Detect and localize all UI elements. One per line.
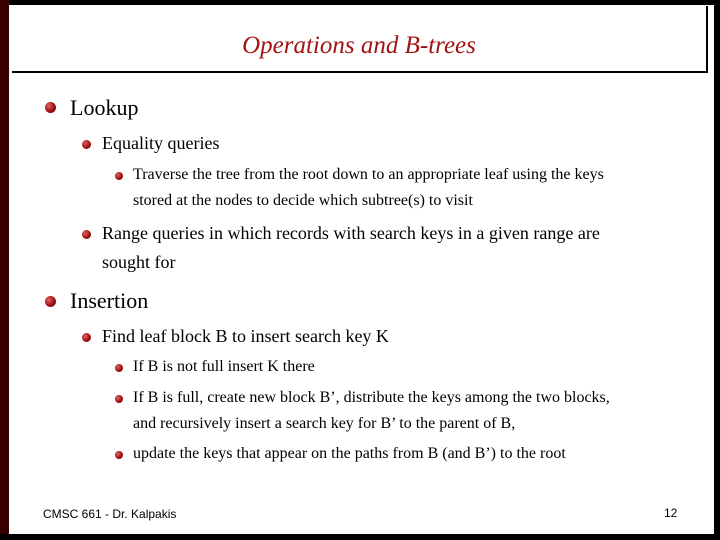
bullet-full-line2: and recursively insert a search key for B’ to the parent of B, — [133, 415, 516, 432]
bullet-level2-icon — [82, 230, 91, 239]
bullet-level1-icon — [45, 296, 56, 307]
bullet-level3-icon — [115, 395, 123, 403]
page-number: 12 — [664, 506, 678, 520]
slide-frame-top — [0, 0, 720, 5]
slide-frame-right — [714, 0, 720, 540]
bullet-level2-icon — [82, 140, 91, 149]
slide-title: Operations and B-trees — [242, 32, 476, 59]
bullet-range-queries-line1: Range queries in which records with search keys in a given range are — [102, 223, 600, 243]
slide-frame-left — [0, 0, 9, 540]
bullet-update: update the keys that appear on the paths from B (and B’) to the root — [133, 445, 566, 462]
bullet-find-leaf: Find leaf block B to insert search key K — [102, 326, 389, 346]
bullet-equality-queries: Equality queries — [102, 133, 220, 153]
title-box — [12, 6, 708, 73]
slide-footer: CMSC 661 - Dr. Kalpakis — [43, 507, 177, 521]
bullet-level2-icon — [82, 333, 91, 342]
bullet-traverse-line1: Traverse the tree from the root down to an appropriate leaf using the keys — [133, 166, 604, 183]
bullet-level3-icon — [115, 451, 123, 459]
bullet-traverse-line2: stored at the nodes to decide which subtree(s) to visit — [133, 192, 473, 209]
bullet-range-queries-line2: sought for — [102, 252, 176, 272]
bullet-insertion: Insertion — [70, 288, 149, 313]
bullet-level3-icon — [115, 172, 123, 180]
bullet-level1-icon — [45, 102, 56, 113]
bullet-full-line1: If B is full, create new block B’, distribute the keys among the two blocks, — [133, 389, 610, 406]
slide-frame-bottom — [0, 534, 720, 540]
bullet-level3-icon — [115, 364, 123, 372]
bullet-lookup: Lookup — [70, 95, 139, 120]
bullet-not-full: If B is not full insert K there — [133, 358, 315, 375]
